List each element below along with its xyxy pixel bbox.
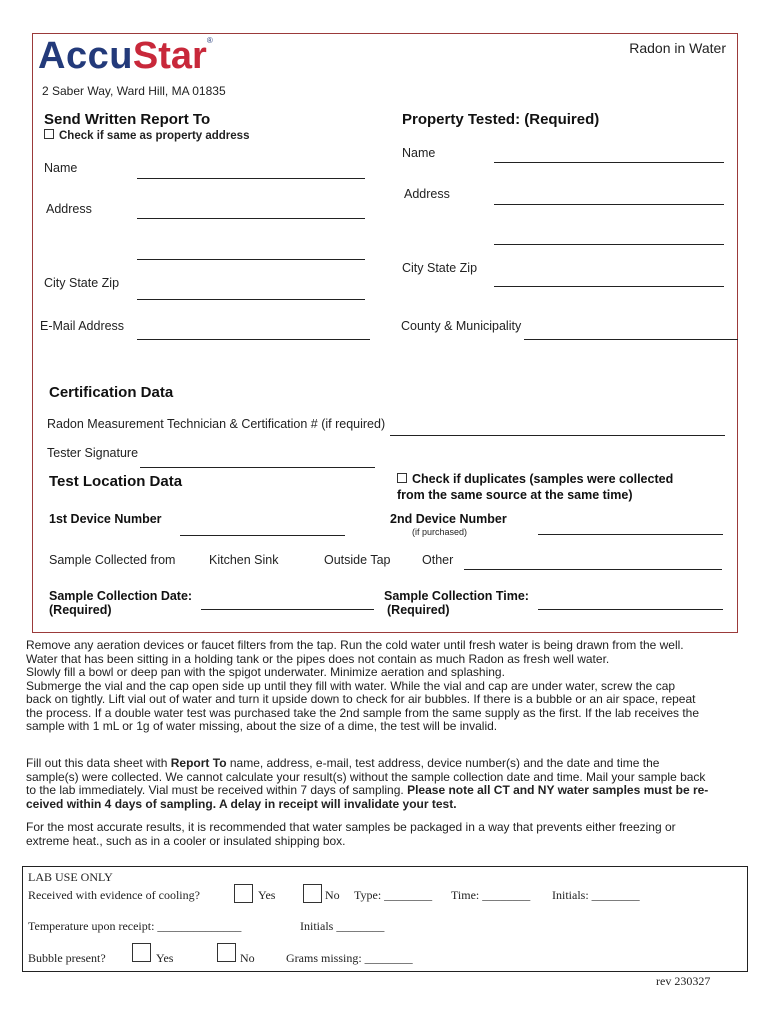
collection-date-field[interactable] bbox=[201, 609, 374, 610]
logo-star-text: Star bbox=[132, 35, 207, 77]
temperature-field[interactable]: Temperature upon receipt: ______________ bbox=[28, 919, 242, 933]
cooling-yes-checkbox[interactable] bbox=[234, 884, 253, 903]
cooling-no-label: No bbox=[325, 888, 340, 902]
property-name-field[interactable] bbox=[494, 162, 724, 163]
property-heading: Property Tested: (Required) bbox=[402, 111, 600, 128]
instructions-text: Fill out this data sheet with bbox=[26, 756, 171, 770]
lab-use-only-box bbox=[22, 866, 748, 972]
instructions-line: Remove any aeration devices or faucet filters from the tap. Run the cold water until fresh water is being drawn from the well. bbox=[26, 638, 684, 652]
collection-date-label: Sample Collection Date: bbox=[49, 589, 193, 603]
collection-time-required: (Required) bbox=[387, 603, 450, 617]
ct-ny-warning: Please note all CT and NY water samples must be re- bbox=[407, 783, 709, 797]
property-name-label: Name bbox=[402, 146, 436, 160]
collection-time-field[interactable] bbox=[538, 609, 723, 610]
logo-accu-text: Accu bbox=[38, 35, 133, 77]
instructions-line: Submerge the vial and the cap open side up until they fill with water. While the vial and cap are under water, screw the cap bbox=[26, 678, 676, 693]
report-email-label: E-Mail Address bbox=[40, 319, 125, 333]
signature-field[interactable] bbox=[140, 467, 375, 468]
cooling-label: Received with evidence of cooling? bbox=[28, 888, 200, 902]
device2-field[interactable] bbox=[538, 534, 723, 535]
report-to-heading: Send Written Report To bbox=[44, 111, 211, 128]
report-city-field[interactable] bbox=[137, 299, 365, 300]
property-address-field-2[interactable] bbox=[494, 244, 724, 245]
cooling-no-checkbox[interactable] bbox=[303, 884, 322, 903]
technician-label: Radon Measurement Technician & Certification # (if required) bbox=[47, 417, 386, 431]
instructions-line: extreme heat., such as in a cooler or insulated shipping box. bbox=[26, 833, 346, 848]
property-city-label: City State Zip bbox=[402, 261, 478, 275]
accustar-logo bbox=[38, 36, 213, 76]
certification-heading: Certification Data bbox=[49, 384, 174, 401]
property-city-field[interactable] bbox=[494, 286, 724, 287]
instructions-text: name, address, e-mail, test address, device number(s) and the date and time the bbox=[226, 756, 660, 770]
lab-address: 2 Saber Way, Ward Hill, MA 01835 bbox=[42, 84, 226, 98]
report-address-label: Address bbox=[46, 202, 92, 216]
duplicates-label-1: Check if duplicates (samples were collected bbox=[412, 472, 674, 486]
instructions-paragraph-3 bbox=[26, 821, 746, 848]
bubble-yes-checkbox[interactable] bbox=[132, 943, 151, 962]
if-purchased-note: (if purchased) bbox=[412, 527, 468, 537]
device2-label: 2nd Device Number bbox=[390, 512, 507, 526]
option-other[interactable]: Other bbox=[422, 553, 454, 567]
report-name-label: Name bbox=[44, 161, 78, 175]
cooling-yes-label: Yes bbox=[258, 888, 276, 902]
signature-label: Tester Signature bbox=[47, 446, 139, 460]
checkbox-icon[interactable] bbox=[44, 129, 54, 139]
property-address-label: Address bbox=[404, 187, 450, 201]
instructions-line: Water that has been sitting in a holding tank or the pipes does not contain as much Radon as fresh well water. bbox=[26, 651, 610, 666]
grams-missing-field[interactable]: Grams missing: ________ bbox=[286, 951, 413, 965]
instructions-paragraph-1 bbox=[26, 639, 746, 734]
instructions-text: to the lab immediately. Vial must be received within 7 days of sampling. bbox=[26, 783, 408, 797]
collection-date-required: (Required) bbox=[49, 603, 112, 617]
same-as-property-checkbox[interactable] bbox=[44, 129, 249, 142]
duplicates-checkbox[interactable] bbox=[397, 472, 673, 486]
bubble-no-checkbox[interactable] bbox=[217, 943, 236, 962]
report-address-field-2[interactable] bbox=[137, 259, 365, 260]
property-county-field[interactable] bbox=[524, 339, 738, 340]
instructions-line: sample with 1 mL or 1g of water missing, about the size of a dime, the test will be invalid. bbox=[26, 719, 498, 733]
duplicates-label-2: from the same source at the same time) bbox=[397, 488, 633, 502]
collection-time-label: Sample Collection Time: bbox=[384, 589, 529, 603]
logo-registered-mark: ® bbox=[206, 36, 213, 45]
instructions-line: the process. If a double water test was purchased take the 2nd sample from the same supply as the first. If the lab receives the bbox=[26, 705, 700, 720]
instructions-line: sample(s) were collected. We cannot calculate your result(s) without the sample collection date and time. Mail your sample back bbox=[26, 769, 706, 784]
other-source-field[interactable] bbox=[464, 569, 722, 570]
device1-field[interactable] bbox=[180, 535, 345, 536]
instructions-line: back on tightly. Lift vial out of water and turn it upside down to check for air bubbles. If there is a bubble or an air space, repeat bbox=[26, 692, 696, 706]
ct-ny-warning-cont: ceived within 4 days of sampling. A delay in receipt will invalidate your test. bbox=[26, 796, 457, 811]
device1-label: 1st Device Number bbox=[49, 512, 162, 526]
time-field[interactable]: Time: ________ bbox=[451, 888, 531, 902]
option-outside-tap[interactable]: Outside Tap bbox=[324, 553, 391, 567]
same-as-property-label: Check if same as property address bbox=[59, 130, 250, 142]
lab-use-title: LAB USE ONLY bbox=[28, 870, 113, 884]
technician-field[interactable] bbox=[390, 435, 725, 436]
report-city-label: City State Zip bbox=[44, 276, 120, 290]
report-address-field[interactable] bbox=[137, 218, 365, 219]
property-address-field[interactable] bbox=[494, 204, 724, 205]
instructions-paragraph-2 bbox=[26, 757, 746, 811]
collected-from-label: Sample Collected from bbox=[49, 553, 176, 567]
initials-field[interactable]: Initials: ________ bbox=[552, 888, 640, 902]
report-name-field[interactable] bbox=[137, 178, 365, 179]
property-county-label: County & Municipality bbox=[401, 319, 522, 333]
instructions-line: Slowly fill a bowl or deep pan with the spigot underwater. Minimize aeration and splashing. bbox=[26, 665, 505, 679]
instructions-line: For the most accurate results, it is recommended that water samples be packaged in a way that prevents either freezing or bbox=[26, 820, 676, 834]
bubble-no-label: No bbox=[240, 951, 255, 965]
report-to-emphasis: Report To bbox=[170, 756, 227, 770]
bubble-yes-label: Yes bbox=[156, 951, 174, 965]
initials-field-2[interactable]: Initials ________ bbox=[300, 919, 385, 933]
option-kitchen-sink[interactable]: Kitchen Sink bbox=[209, 553, 279, 567]
type-field[interactable]: Type: ________ bbox=[354, 888, 433, 902]
report-email-field[interactable] bbox=[137, 339, 370, 340]
checkbox-icon[interactable] bbox=[397, 473, 407, 483]
bubble-label: Bubble present? bbox=[28, 951, 106, 965]
test-location-heading: Test Location Data bbox=[49, 473, 183, 490]
revision-label: rev 230327 bbox=[656, 974, 711, 988]
document-title: Radon in Water bbox=[629, 40, 726, 56]
